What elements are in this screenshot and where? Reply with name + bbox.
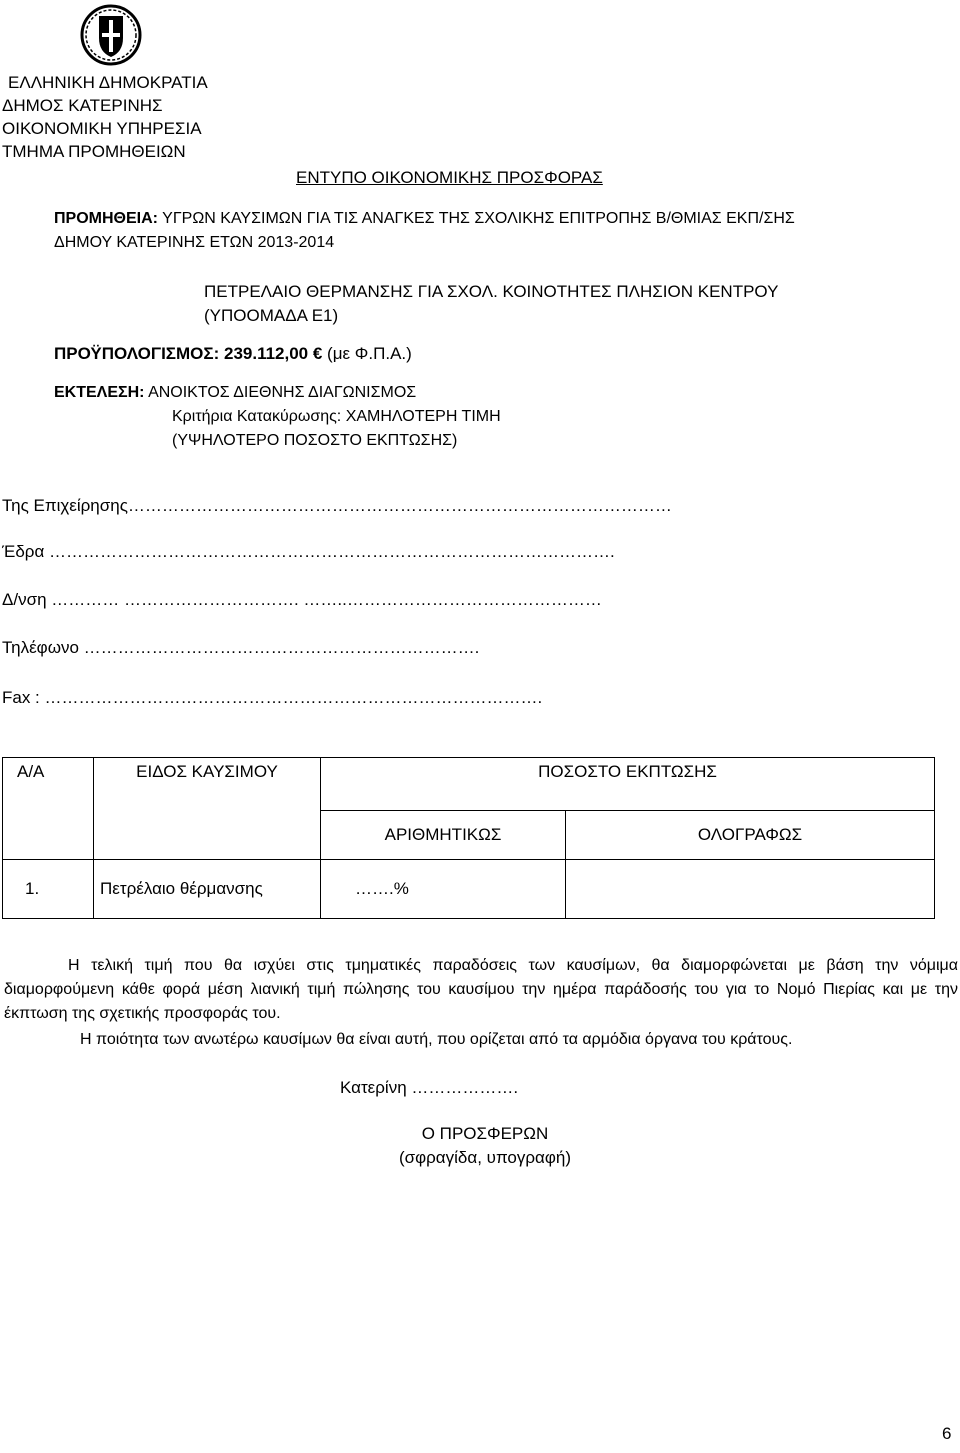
- execution-label: ΕΚΤΕΛΕΣΗ:: [54, 384, 145, 401]
- fax-field: Fax : …………………………………………………………………………….: [2, 688, 543, 707]
- execution-criteria-note: (ΥΨΗΛΟΤΕΡΟ ΠΟΣΟΣΤΟ ΕΚΠΤΩΣΗΣ): [172, 432, 458, 449]
- procurement-line2: ΔΗΜΟΥ ΚΑΤΕΡΙΝΗΣ ΕΤΩΝ 2013-2014: [54, 234, 335, 251]
- subject-line2: (ΥΠΟΟΜΑΔΑ Ε1): [204, 306, 339, 325]
- execution-text: ΑΝΟΙΚΤΟΣ ΔΙΕΘΝΗΣ ΔΙΑΓΩΝΙΣΜΟΣ: [148, 384, 417, 401]
- company-field: Της Επιχείρησης……………………………………………………………………………………: [2, 496, 672, 515]
- budget-note: (με Φ.Π.Α.): [327, 344, 412, 363]
- price-paragraph: Η τελική τιμή που θα ισχύει στις τμηματικές παραδόσεις των καυσίμων, θα διαμορφώνεται με βάση την νόμιμα διαμορφούμενη κάθε φορά μέση λιανική τιμή πώλησης του καυσίμου την ημέρα παράδοσής του για το Νομό Πιερίας και με την έκπτωση της σχετικής προσφοράς του.: [4, 957, 958, 1022]
- row-numeric: …….%: [321, 860, 566, 919]
- address-field: Δ/νση ………… …………………………. ……..………………………………………: [2, 590, 602, 609]
- signature-subtitle: (σφραγίδα, υπογραφή): [398, 1148, 572, 1167]
- procurement-label: ΠΡΟΜΗΘΕΙΑ:: [54, 210, 158, 227]
- subject-line1: ΠΕΤΡΕΛΑΙΟ ΘΕΡΜΑΝΣΗΣ ΓΙΑ ΣΧΟΛ. ΚΟΙΝΟΤΗΤΕΣ ΠΛΗΣΙΟΝ ΚΕΝΤΡΟΥ: [204, 282, 779, 301]
- row-fuel-type: Πετρέλαιο θέρμανσης: [94, 860, 321, 919]
- budget-amount: 239.112,00 €: [223, 344, 323, 363]
- signature-block: [360, 1122, 610, 1170]
- header-aa: Α/Α: [3, 758, 94, 860]
- execution-criteria: Κριτήρια Κατακύρωσης: ΧΑΜΗΛΟΤΕΡΗ ΤΙΜΗ: [172, 408, 501, 425]
- seat-field: Έδρα ……………………………………………………………………………………….: [2, 542, 615, 561]
- table-header-row: [3, 758, 935, 811]
- header-discount: ΠΟΣΟΣΤΟ ΕΚΠΤΩΣΗΣ: [321, 758, 935, 811]
- quality-paragraph: Η ποιότητα των ανωτέρω καυσίμων θα είναι αυτή, που ορίζεται από τα αρμόδια όργανα του κράτους.: [80, 1031, 793, 1048]
- page-number: 6: [942, 1424, 952, 1443]
- signature-title: Ο ΠΡΟΣΦΕΡΩΝ: [421, 1124, 549, 1143]
- budget-label: ΠΡΟΫΠΟΛΟΓΙΣΜΟΣ:: [54, 344, 220, 363]
- phone-field: Τηλέφωνο …………………………………………………………….: [2, 638, 480, 657]
- fuel-table: [2, 757, 935, 919]
- budget-line: [54, 344, 412, 364]
- row-words: [566, 860, 935, 919]
- header-service: ΟΙΚΟΝΟΜΙΚΗ ΥΠΗΡΕΣΙΑ: [2, 119, 202, 138]
- execution-line: [54, 384, 416, 402]
- header-country: ΕΛΛΗΝΙΚΗ ΔΗΜΟΚΡΑΤΙΑ: [8, 73, 208, 92]
- table-row: [3, 860, 935, 919]
- place-date: Κατερίνη ……………….: [340, 1078, 519, 1097]
- form-title: ΕΝΤΥΠΟ ΟΙΚΟΝΟΜΙΚΗΣ ΠΡΟΣΦΟΡΑΣ: [296, 168, 603, 187]
- greek-coat-of-arms-icon: [80, 2, 142, 66]
- row-aa: 1.: [3, 860, 94, 919]
- header-municipality: ΔΗΜΟΣ ΚΑΤΕΡΙΝΗΣ: [2, 96, 163, 115]
- header-department: ΤΜΗΜΑ ΠΡΟΜΗΘΕΙΩΝ: [2, 142, 186, 161]
- procurement-text: ΥΓΡΩΝ ΚΑΥΣΙΜΩΝ ΓΙΑ ΤΙΣ ΑΝΑΓΚΕΣ ΤΗΣ ΣΧΟΛΙΚΗΣ ΕΠΙΤΡΟΠΗΣ Β/ΘΜΙΑΣ ΕΚΠ/ΣΗΣ: [162, 210, 795, 227]
- header-numeric: ΑΡΙΘΜΗΤΙΚΩΣ: [321, 811, 566, 860]
- header-fuel-type: ΕΙΔΟΣ ΚΑΥΣΙΜΟΥ: [94, 758, 321, 860]
- procurement-line1: [54, 210, 795, 228]
- header-words: ΟΛΟΓΡΑΦΩΣ: [566, 811, 935, 860]
